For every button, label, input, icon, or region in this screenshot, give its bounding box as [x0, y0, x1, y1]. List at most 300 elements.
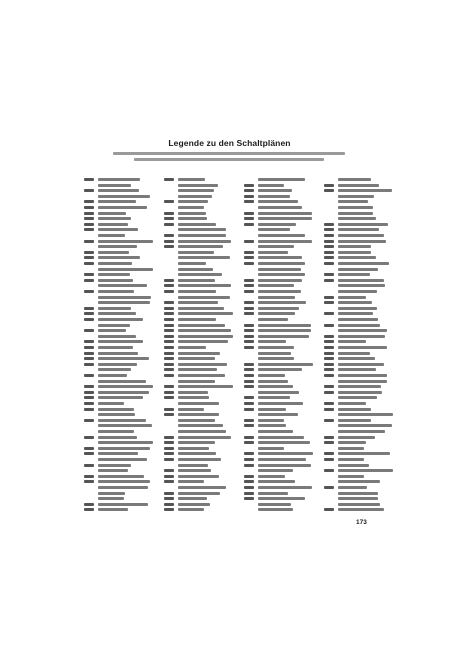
legend-entry [164, 300, 238, 305]
legend-entry [324, 379, 398, 384]
legend-entry-code [164, 475, 174, 478]
legend-entry [84, 468, 158, 473]
legend-entry-code [164, 458, 174, 461]
legend-entry-text [338, 402, 366, 405]
legend-entry [84, 446, 158, 451]
legend-entry [84, 222, 158, 227]
legend-entry [244, 188, 318, 193]
legend-entry [164, 446, 238, 451]
legend-entry-text [98, 189, 139, 192]
legend-entry-code [324, 508, 334, 511]
legend-column [84, 177, 158, 512]
legend-entry [244, 384, 318, 389]
legend-entry-code [84, 357, 94, 360]
legend-entry [164, 177, 238, 182]
legend-entry-code [244, 290, 254, 293]
legend-entry [244, 491, 318, 496]
legend-entry [84, 216, 158, 221]
legend-entry-text [178, 469, 211, 472]
legend-entry-code [164, 178, 174, 181]
legend-entry-code [164, 340, 174, 343]
legend-entry-text [258, 200, 298, 203]
legend-entry-text [258, 268, 301, 271]
legend-entry [324, 423, 398, 428]
legend-entry [84, 328, 158, 333]
legend-entry [164, 429, 238, 434]
legend-entry [164, 295, 238, 300]
legend-entry [244, 239, 318, 244]
legend-entry-text [258, 329, 311, 332]
legend-entry [244, 451, 318, 456]
legend-entry-text [338, 256, 376, 259]
legend-entry-code [84, 480, 94, 483]
legend-entry [244, 446, 318, 451]
legend-entry [324, 446, 398, 451]
legend-entry-text [338, 178, 371, 181]
legend-entry-code [84, 200, 94, 203]
legend-entry [324, 373, 398, 378]
legend-entry-text [98, 312, 136, 315]
legend-entry-text [338, 245, 371, 248]
legend-entry-code [84, 374, 94, 377]
legend-entry-text [258, 318, 288, 321]
legend-entry-text [258, 402, 303, 405]
legend-entry-code [164, 469, 174, 472]
legend-entry [164, 283, 238, 288]
legend-entry [324, 328, 398, 333]
legend-entry [84, 289, 158, 294]
legend-entry-code [244, 223, 254, 226]
legend-entry-text [258, 447, 284, 450]
legend-entry-code [324, 408, 334, 411]
legend-entry-code [244, 374, 254, 377]
legend-entry-text [98, 223, 128, 226]
legend-entry [324, 457, 398, 462]
legend-entry-text [338, 251, 371, 254]
legend-entry-text [258, 324, 311, 327]
legend-entry [84, 323, 158, 328]
legend-entry [244, 216, 318, 221]
legend-entry-text [258, 475, 285, 478]
legend-entry [84, 384, 158, 389]
legend-entry-code [84, 251, 94, 254]
legend-entry [244, 479, 318, 484]
legend-entry-text [178, 329, 231, 332]
legend-entry [84, 239, 158, 244]
legend-column [164, 177, 238, 512]
legend-entry [244, 423, 318, 428]
legend-entry-code [244, 340, 254, 343]
legend-entry [164, 502, 238, 507]
legend-entry-code [324, 262, 334, 265]
legend-entry-code [244, 279, 254, 282]
legend-entry [324, 479, 398, 484]
legend-entry [244, 334, 318, 339]
legend-entry-text [178, 178, 205, 181]
legend-entry [244, 283, 318, 288]
legend-entry-code [244, 368, 254, 371]
legend-entry-text [178, 352, 220, 355]
legend-entry-code [324, 441, 334, 444]
legend-entry [324, 362, 398, 367]
legend-entry-code [164, 324, 174, 327]
legend-entry-text [258, 497, 305, 500]
legend-entry-text [178, 301, 218, 304]
legend-entry-text [258, 380, 288, 383]
legend-entry-text [178, 413, 219, 416]
legend-entry [324, 395, 398, 400]
legend-entry-text [258, 184, 284, 187]
legend-entry-text [338, 284, 385, 287]
legend-entry-text [338, 452, 390, 455]
legend-entry-text [258, 486, 312, 489]
legend-entry-text [98, 469, 128, 472]
legend-entry-text [338, 318, 378, 321]
legend-entry [244, 395, 318, 400]
legend-entry-code [324, 301, 334, 304]
legend-entry-text [338, 396, 377, 399]
legend-entry [164, 496, 238, 501]
legend-entry-code [84, 508, 94, 511]
legend-entry [164, 345, 238, 350]
legend-entry [244, 272, 318, 277]
legend-entry [84, 390, 158, 395]
legend-entry-text [98, 503, 148, 506]
legend-entry [324, 502, 398, 507]
legend-entry [324, 295, 398, 300]
legend-entry-text [98, 296, 151, 299]
legend-entry-text [178, 251, 214, 254]
legend-entry-text [338, 273, 370, 276]
legend-entry-code [164, 346, 174, 349]
legend-entry [244, 222, 318, 227]
legend-entry-text [258, 340, 286, 343]
legend-entry-text [338, 441, 366, 444]
legend-entry-code [244, 212, 254, 215]
legend-column [324, 177, 398, 512]
legend-entry-code [324, 363, 334, 366]
legend-entry-code [324, 452, 334, 455]
legend-entry-text [178, 262, 206, 265]
legend-entry-code [324, 324, 334, 327]
legend-entry [164, 317, 238, 322]
legend-entry [244, 295, 318, 300]
legend-entry-code [84, 178, 94, 181]
legend-entry [84, 373, 158, 378]
legend-entry [164, 339, 238, 344]
legend-entry [244, 278, 318, 283]
legend-entry-code [84, 363, 94, 366]
legend-column [244, 177, 318, 512]
legend-entry-text [178, 312, 233, 315]
legend-entry-code [164, 396, 174, 399]
legend-entry-text [258, 452, 313, 455]
legend-entry-code [84, 452, 94, 455]
legend-entry-text [178, 318, 216, 321]
legend-entry-code [244, 402, 254, 405]
legend-entry [244, 199, 318, 204]
legend-entry-code [84, 396, 94, 399]
legend-entry [164, 491, 238, 496]
legend-entry-text [178, 290, 216, 293]
legend-entry-code [244, 200, 254, 203]
legend-entry-text [98, 212, 126, 215]
legend-entry-text [178, 307, 224, 310]
legend-entry-code [84, 352, 94, 355]
legend-entry [324, 261, 398, 266]
legend-entry-code [324, 402, 334, 405]
legend-entry-code [84, 206, 94, 209]
legend-entry [84, 339, 158, 344]
legend-entry-text [338, 212, 373, 215]
legend-entry-text [178, 368, 217, 371]
legend-entry [84, 407, 158, 412]
legend-entry-code [84, 464, 94, 467]
legend-entry-text [98, 340, 143, 343]
legend-entry-text [98, 245, 137, 248]
legend-entry [164, 440, 238, 445]
legend-entry-code [164, 217, 174, 220]
legend-entry-code [324, 234, 334, 237]
legend-entry-text [178, 324, 225, 327]
legend-entry-code [324, 385, 334, 388]
legend-entry [324, 496, 398, 501]
legend-entry [164, 311, 238, 316]
legend-entry-code [164, 391, 174, 394]
legend-entry-text [178, 441, 215, 444]
legend-entry-text [178, 223, 216, 226]
legend-entry-text [98, 318, 143, 321]
legend-entry [244, 194, 318, 199]
legend-entry [164, 227, 238, 232]
legend-entry [324, 311, 398, 316]
legend-entry-text [178, 436, 231, 439]
legend-entry-code [164, 492, 174, 495]
legend-entry [324, 272, 398, 277]
legend-entry-text [98, 486, 148, 489]
legend-entry-text [338, 352, 370, 355]
legend-entry [244, 502, 318, 507]
legend-table [84, 177, 394, 512]
legend-entry-text [178, 217, 207, 220]
legend-entry [324, 239, 398, 244]
legend-entry [164, 418, 238, 423]
legend-entry-code [324, 357, 334, 360]
legend-entry-code [164, 240, 174, 243]
legend-entry-text [178, 206, 204, 209]
legend-entry [164, 183, 238, 188]
legend-entry-text [98, 346, 133, 349]
legend-entry-text [98, 458, 147, 461]
legend-entry-text [338, 346, 387, 349]
legend-entry [84, 474, 158, 479]
legend-entry [324, 384, 398, 389]
legend-entry-text [338, 228, 379, 231]
legend-entry-code [244, 301, 254, 304]
legend-entry-code [244, 307, 254, 310]
legend-entry [164, 278, 238, 283]
legend-entry-code [164, 357, 174, 360]
legend-entry-text [338, 312, 373, 315]
legend-entry-text [258, 363, 313, 366]
legend-entry-text [258, 307, 299, 310]
legend-entry-text [98, 228, 138, 231]
legend-entry-text [98, 385, 153, 388]
legend-entry-text [98, 268, 153, 271]
legend-entry-code [324, 184, 334, 187]
legend-entry-code [244, 492, 254, 495]
legend-entry-text [338, 217, 376, 220]
legend-entry [244, 367, 318, 372]
legend-entry [324, 345, 398, 350]
legend-entry-text [178, 184, 218, 187]
legend-entry [164, 412, 238, 417]
legend-entry [244, 267, 318, 272]
legend-entry [244, 328, 318, 333]
legend-entry-code [244, 464, 254, 467]
legend-entry-text [258, 424, 286, 427]
legend-entry-text [178, 340, 228, 343]
legend-entry [324, 418, 398, 423]
legend-entry [164, 239, 238, 244]
legend-entry-text [338, 368, 376, 371]
legend-entry-text [98, 475, 144, 478]
legend-entry [84, 440, 158, 445]
legend-entry-text [98, 284, 147, 287]
legend-entry-text [258, 464, 311, 467]
legend-entry [164, 474, 238, 479]
legend-entry [244, 407, 318, 412]
legend-entry-text [258, 492, 288, 495]
legend-entry-text [258, 352, 291, 355]
legend-entry-text [98, 508, 128, 511]
legend-entry [244, 177, 318, 182]
legend-entry [84, 395, 158, 400]
legend-entry [324, 177, 398, 182]
page-number: 173 [356, 519, 367, 526]
legend-entry-code [84, 240, 94, 243]
legend-entry [244, 457, 318, 462]
legend-entry-code [164, 497, 174, 500]
legend-entry [84, 311, 158, 316]
legend-entry [244, 183, 318, 188]
legend-entry-code [164, 335, 174, 338]
legend-entry-code [244, 195, 254, 198]
legend-entry [324, 356, 398, 361]
legend-entry [244, 435, 318, 440]
legend-entry-text [178, 374, 225, 377]
legend-entry [164, 457, 238, 462]
legend-entry-code [324, 228, 334, 231]
legend-entry-text [258, 436, 304, 439]
legend-entry-text [178, 380, 215, 383]
legend-entry-text [178, 508, 204, 511]
legend-entry-text [338, 508, 384, 511]
legend-entry-code [324, 352, 334, 355]
legend-entry-text [98, 419, 146, 422]
legend-entry-text [98, 374, 127, 377]
legend-entry-text [98, 256, 140, 259]
legend-entry-text [178, 475, 219, 478]
legend-entry-text [98, 178, 140, 181]
legend-entry-code [244, 312, 254, 315]
legend-entry-text [258, 374, 285, 377]
legend-entry [244, 390, 318, 395]
legend-entry-code [164, 352, 174, 355]
legend-entry-code [244, 408, 254, 411]
legend-entry-text [98, 251, 129, 254]
legend-entry-text [178, 452, 216, 455]
legend-entry-text [338, 391, 382, 394]
legend-entry-text [98, 307, 131, 310]
legend-entry-text [98, 206, 147, 209]
legend-entry [244, 311, 318, 316]
legend-entry-code [324, 391, 334, 394]
legend-entry [84, 250, 158, 255]
legend-entry [244, 227, 318, 232]
intro-line [113, 152, 345, 155]
legend-entry [324, 216, 398, 221]
legend-entry-text [258, 419, 284, 422]
legend-entry-text [258, 234, 305, 237]
legend-entry [244, 474, 318, 479]
legend-entry [244, 300, 318, 305]
legend-entry-code [164, 447, 174, 450]
legend-entry-code [324, 335, 334, 338]
legend-entry-code [84, 346, 94, 349]
legend-entry-code [164, 223, 174, 226]
legend-entry [244, 485, 318, 490]
legend-entry-code [244, 346, 254, 349]
legend-entry-text [98, 396, 143, 399]
legend-entry-text [258, 217, 312, 220]
legend-entry [324, 289, 398, 294]
legend-entry [164, 267, 238, 272]
legend-entry [164, 356, 238, 361]
legend-entry-text [98, 424, 152, 427]
legend-entry [164, 306, 238, 311]
legend-entry [84, 306, 158, 311]
legend-entry [324, 211, 398, 216]
legend-entry-text [98, 452, 138, 455]
legend-entry-text [178, 430, 226, 433]
legend-entry [84, 485, 158, 490]
legend-entry-text [178, 335, 233, 338]
legend-entry-text [338, 296, 366, 299]
legend-entry-code [244, 189, 254, 192]
legend-entry-text [258, 301, 306, 304]
legend-entry [324, 463, 398, 468]
legend-entry-text [338, 430, 385, 433]
legend-entry-code [164, 368, 174, 371]
legend-entry-code [84, 402, 94, 405]
legend-entry [164, 435, 238, 440]
legend-entry [244, 507, 318, 512]
legend-entry-text [338, 189, 392, 192]
legend-entry [84, 183, 158, 188]
legend-entry-text [258, 240, 312, 243]
legend-entry [84, 334, 158, 339]
legend-entry [84, 345, 158, 350]
legend-entry [84, 429, 158, 434]
legend-entry [324, 468, 398, 473]
legend-entry-code [84, 262, 94, 265]
legend-entry-text [178, 408, 204, 411]
legend-entry-text [98, 324, 130, 327]
legend-entry-text [258, 480, 295, 483]
legend-entry-text [338, 464, 369, 467]
legend-entry-text [178, 195, 212, 198]
